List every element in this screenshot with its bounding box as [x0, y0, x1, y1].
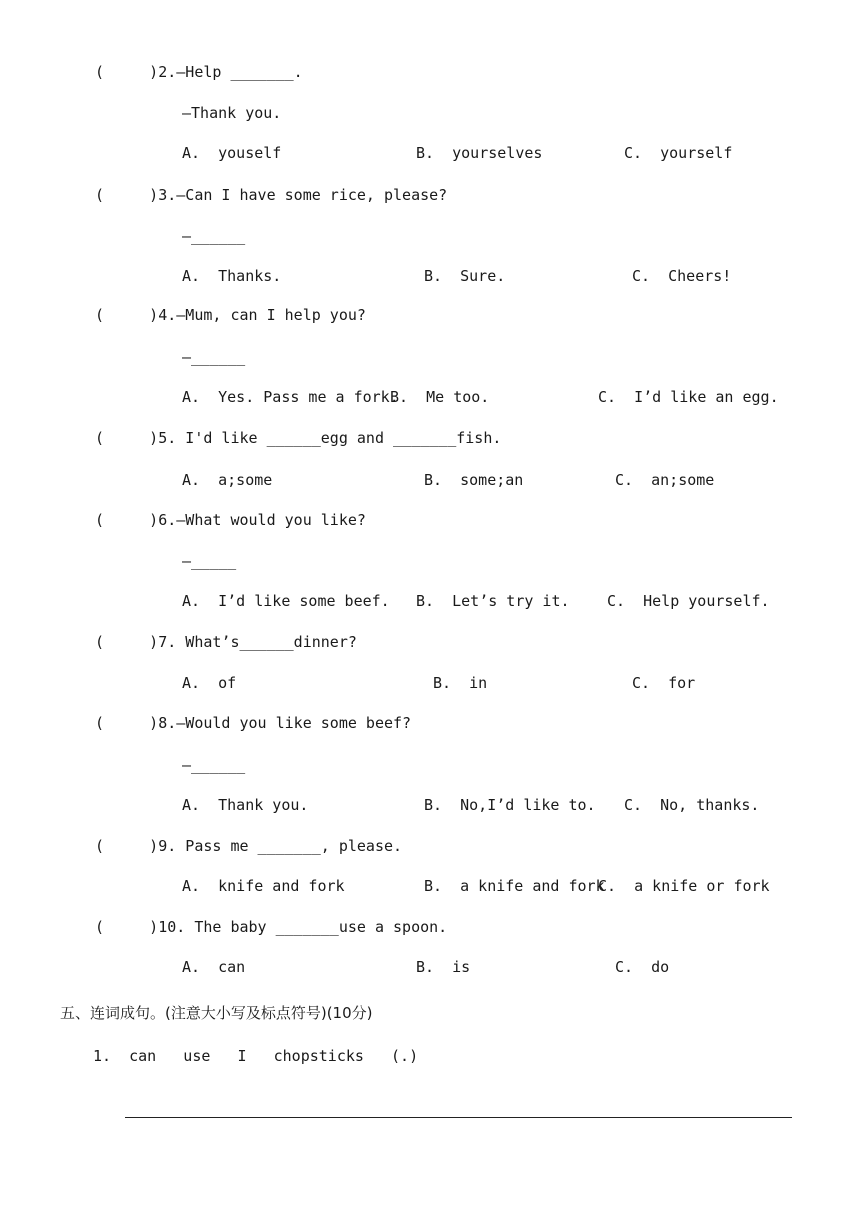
question-4-option-a: A. Yes. Pass me a fork. — [182, 388, 399, 406]
question-7-option-a: A. of — [182, 674, 237, 692]
question-5-option-a: A. a;some — [182, 471, 273, 489]
question-9-option-b: B. a knife and fork — [424, 877, 605, 895]
question-3-option-c: C. Cheers! — [632, 267, 732, 285]
answer-line — [125, 1117, 792, 1118]
question-3-option-a: A. Thanks. — [182, 267, 282, 285]
section-5-heading: 五、连词成句。(注意大小写及标点符号)(10分) — [60, 1004, 373, 1022]
question-10-option-c: C. do — [615, 958, 670, 976]
question-6-option-c: C. Help yourself. — [607, 592, 770, 610]
question-4-option-c: C. I’d like an egg. — [598, 388, 779, 406]
question-8-option-b: B. No,I’d like to. — [424, 796, 596, 814]
question-4-option-b: B. Me too. — [390, 388, 490, 406]
question-3-option-b: B. Sure. — [424, 267, 506, 285]
question-6-option-b: B. Let’s try it. — [416, 592, 570, 610]
question-3-stem: ( )3.—Can I have some rice, please? — [95, 186, 448, 204]
question-10-option-b: B. is — [416, 958, 471, 976]
question-7-stem: ( )7. What’s______dinner? — [95, 633, 357, 651]
question-8-option-a: A. Thank you. — [182, 796, 309, 814]
question-6-option-a: A. I’d like some beef. — [182, 592, 390, 610]
question-2-stem: ( )2.—Help _______. — [95, 63, 303, 81]
question-9-stem: ( )9. Pass me _______, please. — [95, 837, 403, 855]
question-7-option-b: B. in — [433, 674, 488, 692]
question-9-option-c: C. a knife or fork — [598, 877, 770, 895]
section-5-item-1: 1. can use I chopsticks (.) — [93, 1047, 419, 1065]
question-9-option-a: A. knife and fork — [182, 877, 345, 895]
question-3-reply: —______ — [182, 227, 246, 245]
question-2-option-c: C. yourself — [624, 144, 733, 162]
question-5-option-c: C. an;some — [615, 471, 715, 489]
question-8-option-c: C. No, thanks. — [624, 796, 760, 814]
question-5-option-b: B. some;an — [424, 471, 524, 489]
question-8-reply: —______ — [182, 756, 246, 774]
question-5-stem: ( )5. I'd like ______egg and _______fish. — [95, 429, 502, 447]
question-8-stem: ( )8.—Would you like some beef? — [95, 714, 412, 732]
question-2-option-b: B. yourselves — [416, 144, 543, 162]
question-4-stem: ( )4.—Mum, can I help you? — [95, 306, 366, 324]
question-6-stem: ( )6.—What would you like? — [95, 511, 366, 529]
question-6-reply: —_____ — [182, 552, 237, 570]
question-10-option-a: A. can — [182, 958, 246, 976]
question-2-option-a: A. youself — [182, 144, 282, 162]
question-10-stem: ( )10. The baby _______use a spoon. — [95, 918, 448, 936]
question-2-reply: —Thank you. — [182, 104, 282, 122]
question-4-reply: —______ — [182, 348, 246, 366]
question-7-option-c: C. for — [632, 674, 696, 692]
